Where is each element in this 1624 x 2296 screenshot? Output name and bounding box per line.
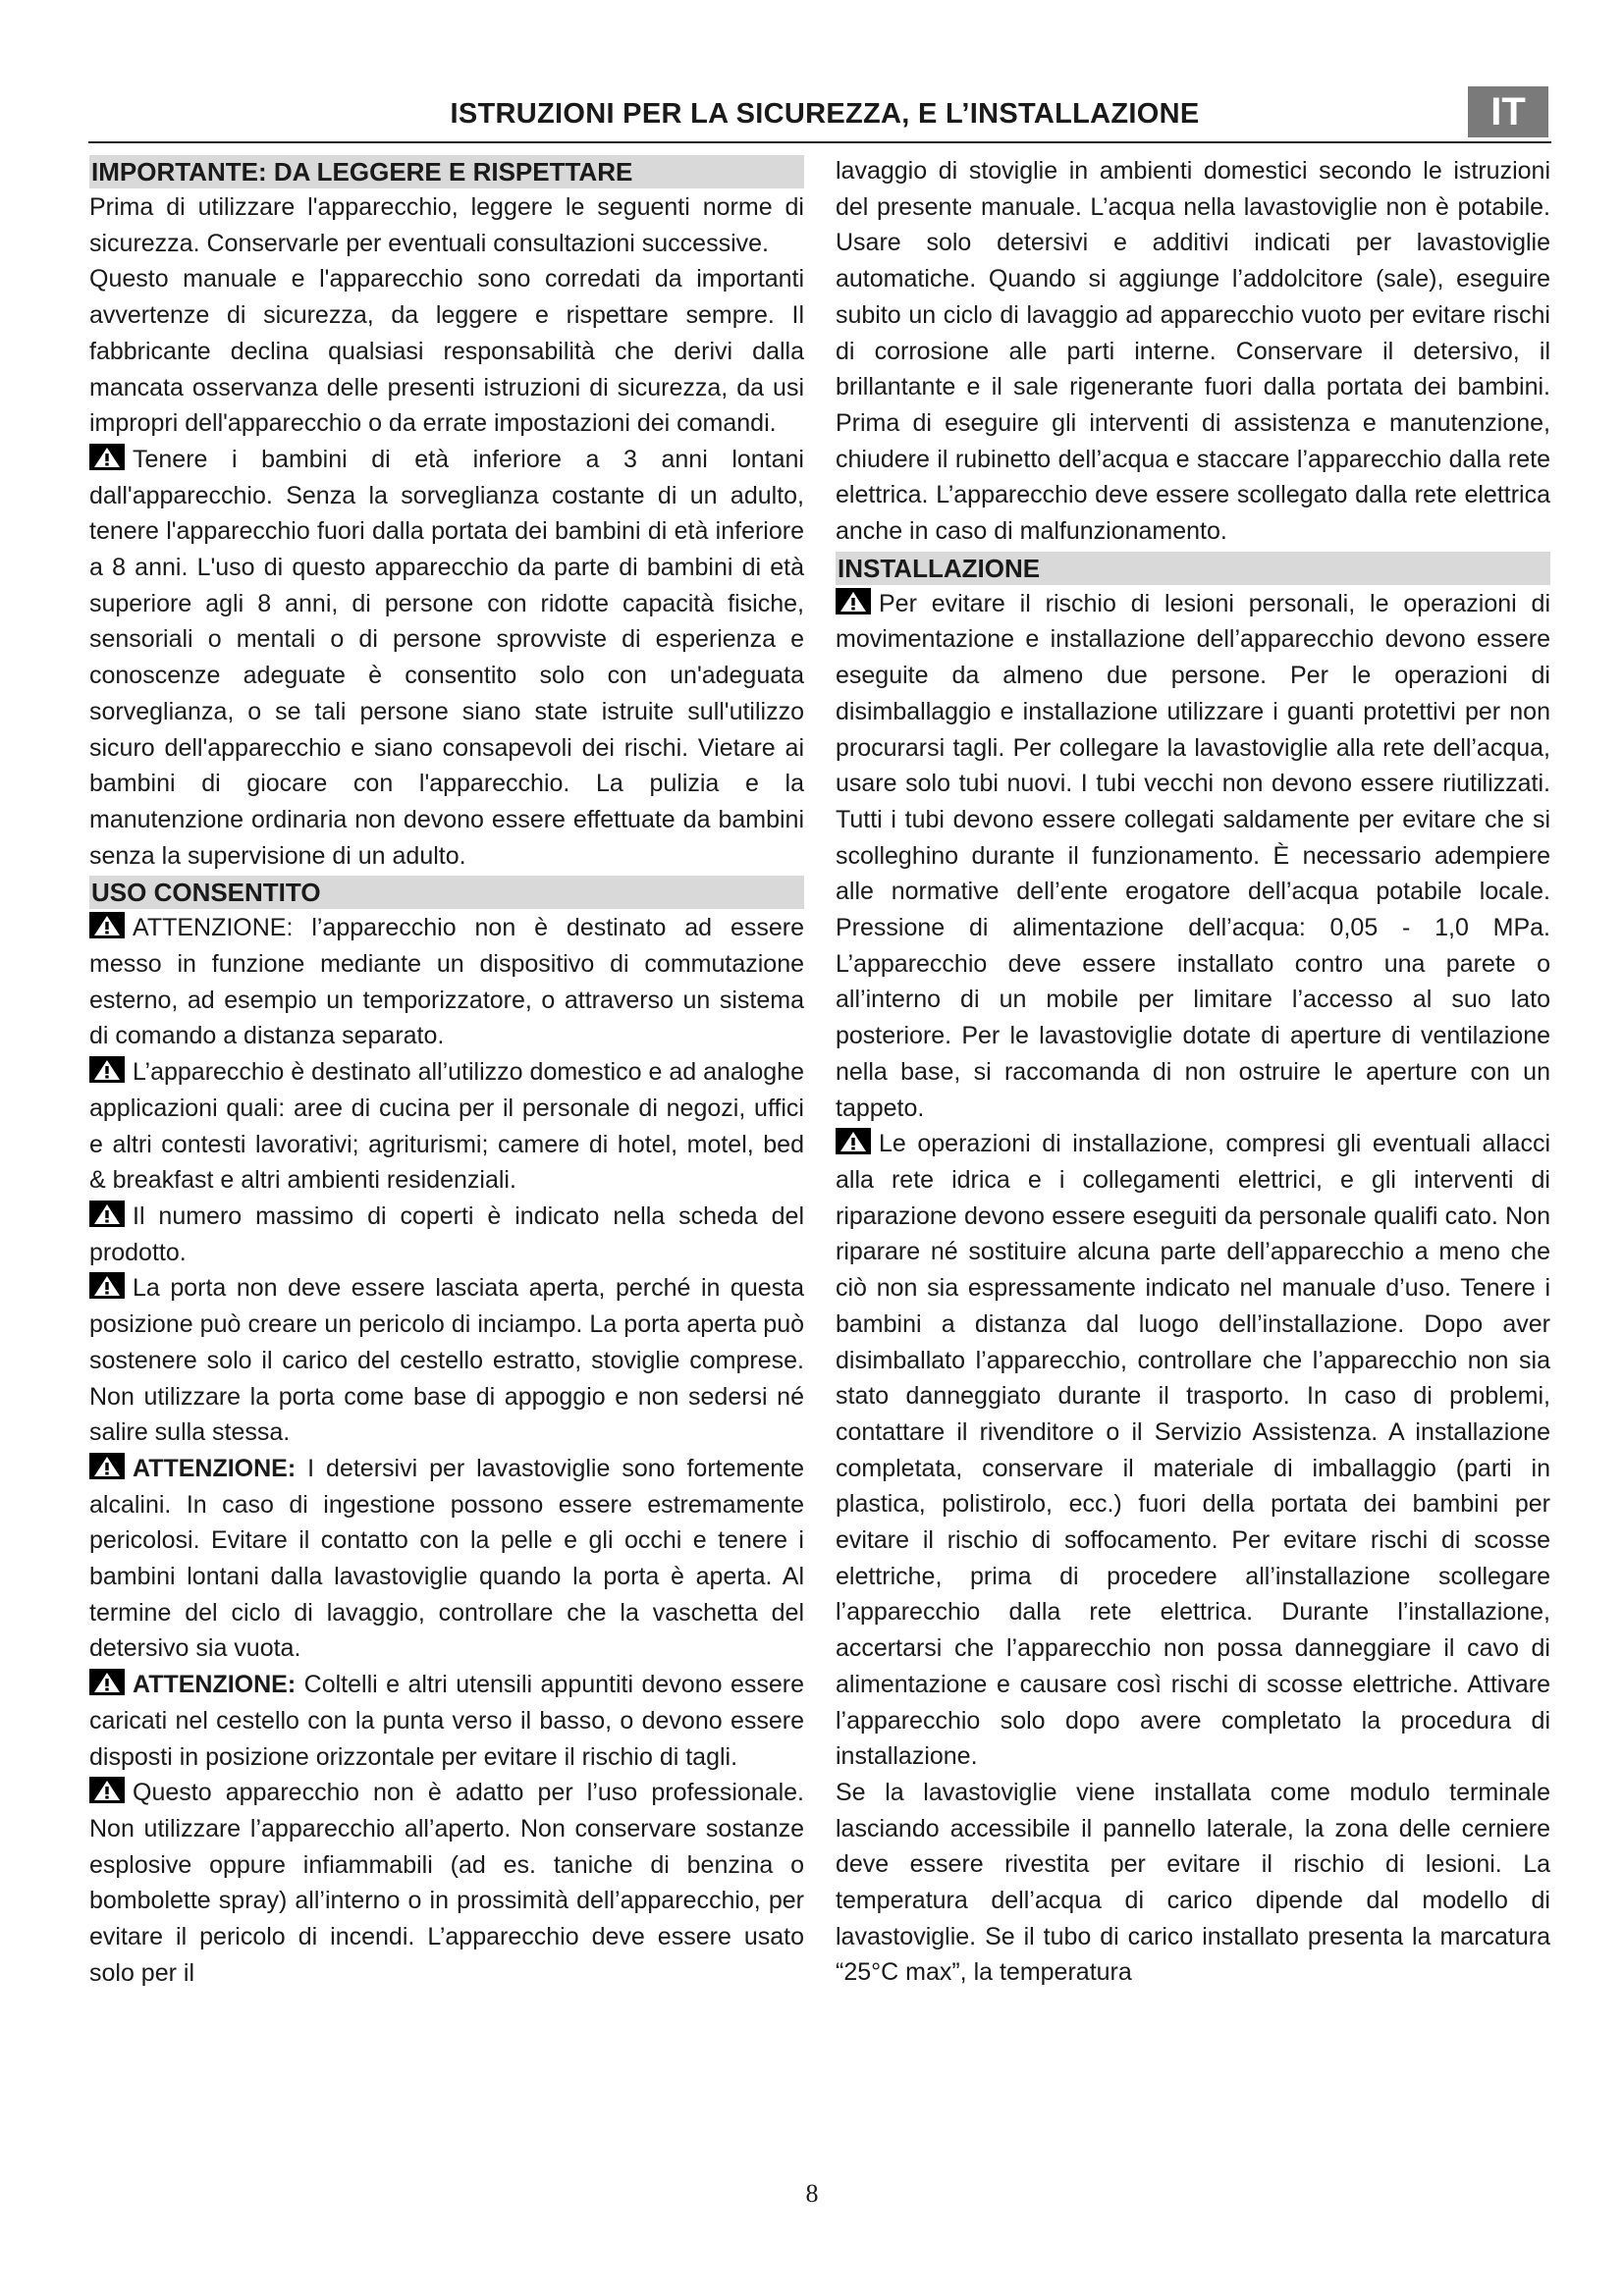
paragraph: Se la lavastoviglie viene installata come modulo terminale lasciando accessibile il pannello laterale, la zona delle cerniere deve essere rivestita per evitare il rischio di lesioni. La temperatura dell’acqua di carico dipende dal modello di lavastoviglie. Se il tubo di carico installato presenta la marcatura “25°C max”, la temperatura bbox=[836, 1778, 1550, 1987]
warning-text: Il numero massimo di coperti è indicato nella scheda del prodotto. bbox=[89, 1201, 804, 1266]
warning-text: Per evitare il rischio di lesioni personali, le operazioni di movimentazione e installazione dell’apparecchio devono essere eseguite da almeno due persone. Per le operazioni di disimballaggio e installazione utilizzare i guanti protettivi per non procurarsi tagli. Per collegare la lavastoviglie alla rete dell’acqua, usare solo tubi nuovi. I tubi vecchi non devono essere riutilizzati. Tutti i tubi devono essere collegati saldamente per evitare che si scolleghino durante il funzionamento. È necessario adempiere alle normative dell’ente erogatore dell’acqua potabile locale. Pressione di alimentazione dell’acqua: 0,05 - 1,0 MPa. L’apparecchio deve essere installato contro una parete o all’interno di un mobile per limitare l’accesso al suo lato posteriore. Per le lavastoviglie dotate di aperture di ventilazione nella base, si raccomanda di non ostruire le aperture con un tappeto. bbox=[836, 589, 1550, 1122]
warning-triangle-icon bbox=[89, 1453, 125, 1479]
warning-triangle-icon bbox=[89, 444, 125, 470]
left-column bbox=[89, 153, 804, 1991]
paragraph: lavaggio di stoviglie in ambienti domestici secondo le istruzioni del presente manuale. L’acqua nella lavastoviglie non è potabile. Usare solo detersivi e additivi indicati per lavastoviglie automatiche. Quando si aggiunge l’addolcitore (sale), eseguire subito un ciclo di lavaggio ad apparecchio vuoto per evitare rischi di corrosione alle parti interne. Conservare il detersivo, il brillantante e il sale rigenerante fuori dalla portata dei bambini. Prima di eseguire gli interventi di assistenza e manutenzione, chiudere il rubinetto dell’acqua e staccare l’apparecchio dalla rete elettrica. L’apparecchio deve essere scollegato dalla rete elettrica anche in caso di malfunzionamento. bbox=[836, 157, 1550, 546]
warning-lead: ATTENZIONE: bbox=[133, 1671, 297, 1699]
warning-triangle-icon bbox=[89, 1272, 125, 1299]
warning-paragraph bbox=[89, 442, 804, 874]
warning-lead: ATTENZIONE: bbox=[133, 1454, 297, 1482]
section-heading-importante: IMPORTANTE: DA LEGGERE E RISPETTARE bbox=[89, 155, 804, 188]
warning-triangle-icon bbox=[89, 1777, 125, 1803]
warning-triangle-icon bbox=[89, 1669, 125, 1695]
warning-text: Coltelli e altri utensili appuntiti devono essere caricati nel cestello con la punta verso il basso, o devono essere disposti in posizione orizzontale per evitare il rischio di tagli. bbox=[89, 1671, 805, 1771]
page-number: 8 bbox=[805, 2179, 819, 2208]
warning-paragraph bbox=[89, 1270, 804, 1451]
warning-text: La porta non deve essere lasciata aperta, perché in questa posizione può creare un pericolo di inciampo. La porta aperta può sostenere solo il carico del cestello estratto, stoviglie comprese. Non utilizzare la porta come base di appoggio e non sedersi né salire sulla stessa. bbox=[89, 1274, 804, 1447]
warning-paragraph bbox=[89, 1451, 804, 1667]
warning-text: Le operazioni di installazione, compresi gli eventuali allacci alla rete idrica e i collegamenti elettrici, e gli interventi di riparazione devono essere eseguiti da personale qualifi cato. Non riparare né sostituire alcuna parte dell’apparecchio a meno che ciò non sia espressamente indicato nel manuale d’uso. Tenere i bambini a distanza dal luogo dell’installazione. Dopo aver disimballato l’apparecchio, controllare che l’apparecchio non sia stato danneggiato durante il trasporto. In caso di problemi, contattare il rivenditore o il Servizio Assistenza. A installazione completata, conservare il materiale di imballaggio (parti in plastica, polistirolo, ecc.) fuori della portata dei bambini per evitare il rischio di soffocamento. Per evitare rischi di scosse elettriche, prima di procedere all’installazione scollegare l’apparecchio dalla rete elettrica. Durante l’installazione, accertarsi che l’apparecchio non possa danneggiare il cavo di alimentazione e causare così rischi di scosse elettriche. Attivare l’apparecchio solo dopo avere completato la procedura di installazione. bbox=[836, 1130, 1550, 1771]
warning-triangle-icon bbox=[89, 1056, 125, 1083]
paragraph: Questo manuale e l'apparecchio sono corredati da importanti avvertenze di sicurezza, da leggere e rispettare sempre. Il fabbricante declina qualsiasi responsabilità che derivi dalla mancata osservanza delle presenti istruzioni di sicurezza, da usi impropri dell'apparecchio o da errate impostazioni dei comandi. bbox=[89, 265, 804, 438]
warning-text: L’apparecchio è destinato all’utilizzo domestico e ad analoghe applicazioni quali: aree di cucina per il personale di negozi, uffici e altri contesti lavorativi; agriturismi; camere di hotel, motel, bed & breakfast e altri ambienti residenziali. bbox=[89, 1058, 804, 1195]
warning-triangle-icon bbox=[89, 912, 125, 938]
warning-text: Questo apparecchio non è adatto per l’uso professionale. Non utilizzare l’apparecchio all’aperto. Non conservare sostanze esplosive oppure infiammabili (ad es. taniche di benzina o bombolette spray) all’interno o in prossimità dell’apparecchio, per evitare il pericolo di incendi. L’apparecchio deve essere usato solo per il bbox=[89, 1779, 804, 1987]
warning-paragraph bbox=[89, 1667, 804, 1775]
warning-triangle-icon bbox=[836, 588, 871, 614]
paragraph: Prima di utilizzare l'apparecchio, leggere le seguenti norme di sicurezza. Conservarle per eventuali consultazioni successive. bbox=[89, 193, 804, 257]
warning-text: I detersivi per lavastoviglie sono fortemente alcalini. In caso di ingestione possono essere estremamente pericolosi. Evitare il contatto con la pelle e gli occhi e tenere i bambini lontani dalla lavastoviglie quando la porta è aperta. Al termine del ciclo di lavaggio, controllare che la vaschetta del detersivo sia vuota. bbox=[89, 1454, 804, 1663]
warning-triangle-icon bbox=[89, 1201, 125, 1227]
header-divider bbox=[88, 141, 1551, 143]
warning-text: Tenere i bambini di età inferiore a 3 anni lontani dall'apparecchio. Senza la sorveglianza costante di un adulto, tenere l'apparecchio fuori dalla portata dei bambini di età inferiore a 8 anni. L'uso di questo apparecchio da parte di bambini di età superiore agli 8 anni, di persone con ridotte capacità fisiche, sensoriali o mentali o di persone sprovviste di esperienza e conoscenze adeguate è consentito solo con un'adeguata sorveglianza, o se tali persone siano state istruite sull'utilizzo sicuro dell'apparecchio e siano consapevoli dei rischi. Vietare ai bambini di giocare con l'apparecchio. La pulizia e la manutenzione ordinaria non devono essere effettuate da bambini senza la supervisione di un adulto. bbox=[89, 445, 804, 870]
warning-paragraph bbox=[89, 1775, 804, 1991]
warning-text: ATTENZIONE: l’apparecchio non è destinato ad essere messo in funzione mediante un dispositivo di commutazione esterno, ad esempio un temporizzatore, o attraverso un sistema di comando a distanza separato. bbox=[89, 914, 804, 1050]
warning-paragraph bbox=[836, 586, 1550, 1127]
warning-paragraph bbox=[89, 1054, 804, 1199]
section-heading-uso-consentito: USO CONSENTITO bbox=[89, 876, 804, 909]
section-heading-installazione: INSTALLAZIONE bbox=[836, 552, 1550, 585]
warning-paragraph bbox=[89, 910, 804, 1054]
language-badge: IT bbox=[1468, 86, 1548, 137]
right-column bbox=[836, 153, 1550, 1991]
warning-triangle-icon bbox=[836, 1128, 871, 1154]
warning-paragraph bbox=[836, 1126, 1550, 1775]
warning-paragraph bbox=[89, 1199, 804, 1270]
page-title: ISTRUZIONI PER LA SICUREZZA, E L’INSTALLAZIONE bbox=[450, 98, 1200, 130]
